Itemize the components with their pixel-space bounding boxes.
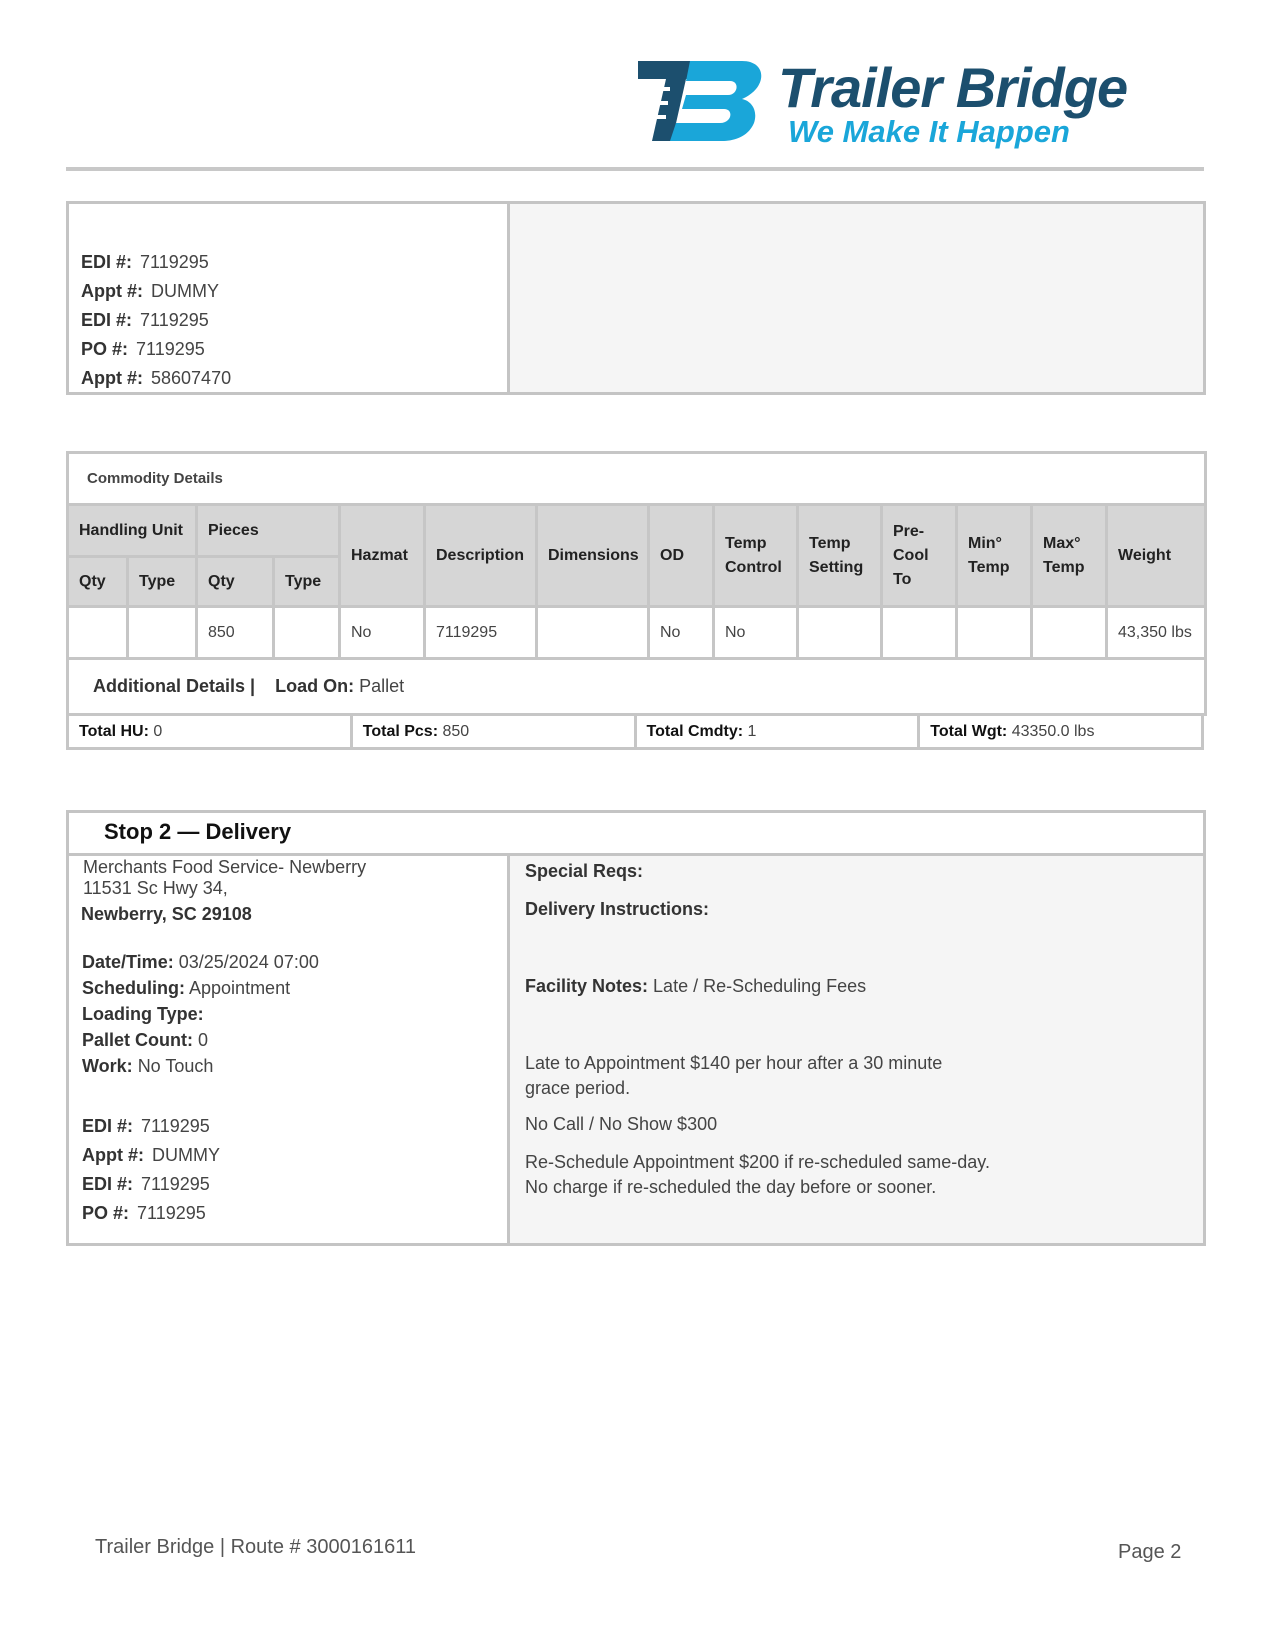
ref-label: EDI #:	[81, 252, 133, 272]
col-pre-cool-to: Pre-Cool To	[882, 505, 957, 607]
commodity-table	[66, 451, 1207, 716]
table-row	[68, 607, 1206, 659]
col-hu-type: Type	[128, 557, 197, 607]
commodity-title: Commodity Details	[68, 453, 1206, 505]
col-min-temp: Min° Temp	[957, 505, 1032, 607]
fee-line: No charge if re-scheduled the day before or sooner.	[525, 1177, 937, 1197]
ref-value: DUMMY	[152, 1145, 220, 1165]
ref-label: Appt #:	[82, 1145, 144, 1165]
stop-right-panel	[507, 856, 1203, 1243]
detail-label: Date/Time:	[82, 952, 174, 972]
reference-box	[66, 201, 1206, 395]
brand-slogan: We Make It Happen	[788, 114, 1070, 149]
ref-line	[81, 277, 231, 306]
col-od: OD	[649, 505, 714, 607]
stop-title: Stop 2 — Delivery	[104, 819, 292, 844]
cell-max-temp	[1032, 607, 1107, 659]
col-temp-control: Temp Control	[714, 505, 798, 607]
cell-temp-setting	[798, 607, 882, 659]
cell-dimensions	[537, 607, 649, 659]
detail-value: No Touch	[137, 1056, 214, 1076]
facility-notes	[525, 976, 866, 997]
total-wgt	[919, 715, 1203, 749]
stop-details	[82, 949, 319, 1079]
ref-value: 7119295	[141, 1116, 210, 1136]
cell-pcs-type	[274, 607, 340, 659]
total-pcs-label: Total Pcs:	[362, 722, 439, 740]
cell-min-temp	[957, 607, 1032, 659]
detail-line	[82, 1001, 319, 1027]
col-handling-unit: Handling Unit	[68, 505, 197, 557]
cell-description: 7119295	[425, 607, 537, 659]
ref-label: Appt #:	[81, 281, 143, 301]
detail-label: Work:	[82, 1056, 133, 1076]
ref-label: PO #:	[81, 339, 129, 359]
ref-value: DUMMY	[151, 281, 219, 301]
total-cmdty-label: Total Cmdty:	[646, 722, 744, 740]
ref-line	[81, 306, 231, 335]
commodity-details-section	[66, 451, 1204, 751]
total-hu	[68, 715, 352, 749]
ref-line	[81, 248, 231, 277]
ref-value: 7119295	[140, 310, 209, 330]
detail-label: Pallet Count:	[82, 1030, 193, 1050]
stop-address: 11531 Sc Hwy 34,	[83, 878, 228, 898]
total-pcs	[351, 715, 635, 749]
cell-temp-control: No	[714, 607, 798, 659]
tb-logo-mark-icon	[638, 57, 764, 145]
cell-od: No	[649, 607, 714, 659]
detail-label: Loading Type:	[82, 1004, 204, 1024]
detail-line	[82, 975, 319, 1001]
total-wgt-value: 43350.0 lbs	[1011, 722, 1095, 740]
ref-value: 7119295	[141, 1174, 210, 1194]
detail-value: 0	[198, 1030, 209, 1050]
fee-line: grace period.	[525, 1078, 631, 1098]
fee-line: Re-Schedule Appointment $200 if re-scheduled same-day.	[525, 1152, 990, 1172]
ref-line	[81, 335, 231, 364]
ref-line	[81, 364, 231, 393]
col-description: Description	[425, 505, 537, 607]
cell-weight: 43,350 lbs	[1107, 607, 1206, 659]
col-pcs-type: Type	[274, 557, 340, 607]
detail-line	[82, 1053, 319, 1079]
additional-details	[68, 659, 1206, 715]
ref-line	[82, 1170, 220, 1199]
ref-value: 7119295	[137, 1203, 206, 1223]
stop-delivery-section	[66, 810, 1206, 1246]
facility-notes-value: Late / Re-Scheduling Fees	[653, 976, 867, 996]
detail-value: 03/25/2024 07:00	[178, 952, 319, 972]
total-cmdty-value: 1	[747, 722, 757, 740]
header-divider	[66, 167, 1204, 171]
special-reqs-label: Special Reqs:	[525, 861, 644, 881]
detail-line	[82, 1027, 319, 1053]
fee-line: No Call / No Show $300	[525, 1114, 718, 1134]
fee-line: Late to Appointment $140 per hour after a 30 minute	[525, 1053, 943, 1073]
total-hu-label: Total HU:	[79, 722, 149, 740]
ref-value: 7119295	[136, 339, 205, 359]
trailer-bridge-logo	[638, 55, 1198, 150]
ref-line	[82, 1199, 220, 1228]
stop-header	[69, 813, 1203, 856]
detail-label: Scheduling:	[82, 978, 185, 998]
load-on-value: Pallet	[359, 676, 405, 696]
stop-city-state-zip: Newberry, SC 29108	[81, 904, 252, 924]
totals-table	[66, 713, 1204, 750]
col-pieces: Pieces	[197, 505, 340, 557]
ref-label: EDI #:	[82, 1174, 134, 1194]
col-dimensions: Dimensions	[537, 505, 649, 607]
additional-details-label: Additional Details |	[93, 676, 256, 696]
total-wgt-label: Total Wgt:	[930, 722, 1008, 740]
load-on-label: Load On:	[275, 676, 355, 696]
col-hazmat: Hazmat	[340, 505, 425, 607]
cell-hu-type	[128, 607, 197, 659]
footer-page-number: Page 2	[1118, 1541, 1182, 1563]
col-hu-qty: Qty	[68, 557, 128, 607]
ref-line	[82, 1112, 220, 1141]
ref-value: 7119295	[140, 252, 209, 272]
ref-label: PO #:	[82, 1203, 130, 1223]
stop-references	[82, 1112, 220, 1228]
ref-label: Appt #:	[81, 368, 143, 388]
detail-value: Appointment	[189, 978, 291, 998]
col-temp-setting: Temp Setting	[798, 505, 882, 607]
ref-value: 58607470	[151, 368, 232, 388]
detail-line	[82, 949, 319, 975]
stop-company: Merchants Food Service- Newberry	[83, 857, 367, 877]
ref-label: EDI #:	[81, 310, 133, 330]
col-pcs-qty: Qty	[197, 557, 274, 607]
brand-name: Trailer Bridge	[778, 56, 1128, 119]
cell-hazmat: No	[340, 607, 425, 659]
total-pcs-value: 850	[442, 722, 470, 740]
col-weight: Weight	[1107, 505, 1206, 607]
footer-route: Trailer Bridge | Route # 3000161611	[95, 1536, 416, 1558]
cell-hu-qty	[68, 607, 128, 659]
facility-notes-label: Facility Notes:	[525, 976, 649, 996]
total-hu-value: 0	[153, 722, 163, 740]
reference-list	[81, 248, 231, 393]
cell-pre-cool-to	[882, 607, 957, 659]
reference-box-right-panel	[507, 204, 1203, 392]
ref-line	[82, 1141, 220, 1170]
delivery-instructions-label: Delivery Instructions:	[525, 899, 710, 919]
stop-left-panel	[69, 856, 507, 1243]
ref-label: EDI #:	[82, 1116, 134, 1136]
total-cmdty	[635, 715, 919, 749]
cell-pcs-qty: 850	[197, 607, 274, 659]
col-max-temp: Max° Temp	[1032, 505, 1107, 607]
